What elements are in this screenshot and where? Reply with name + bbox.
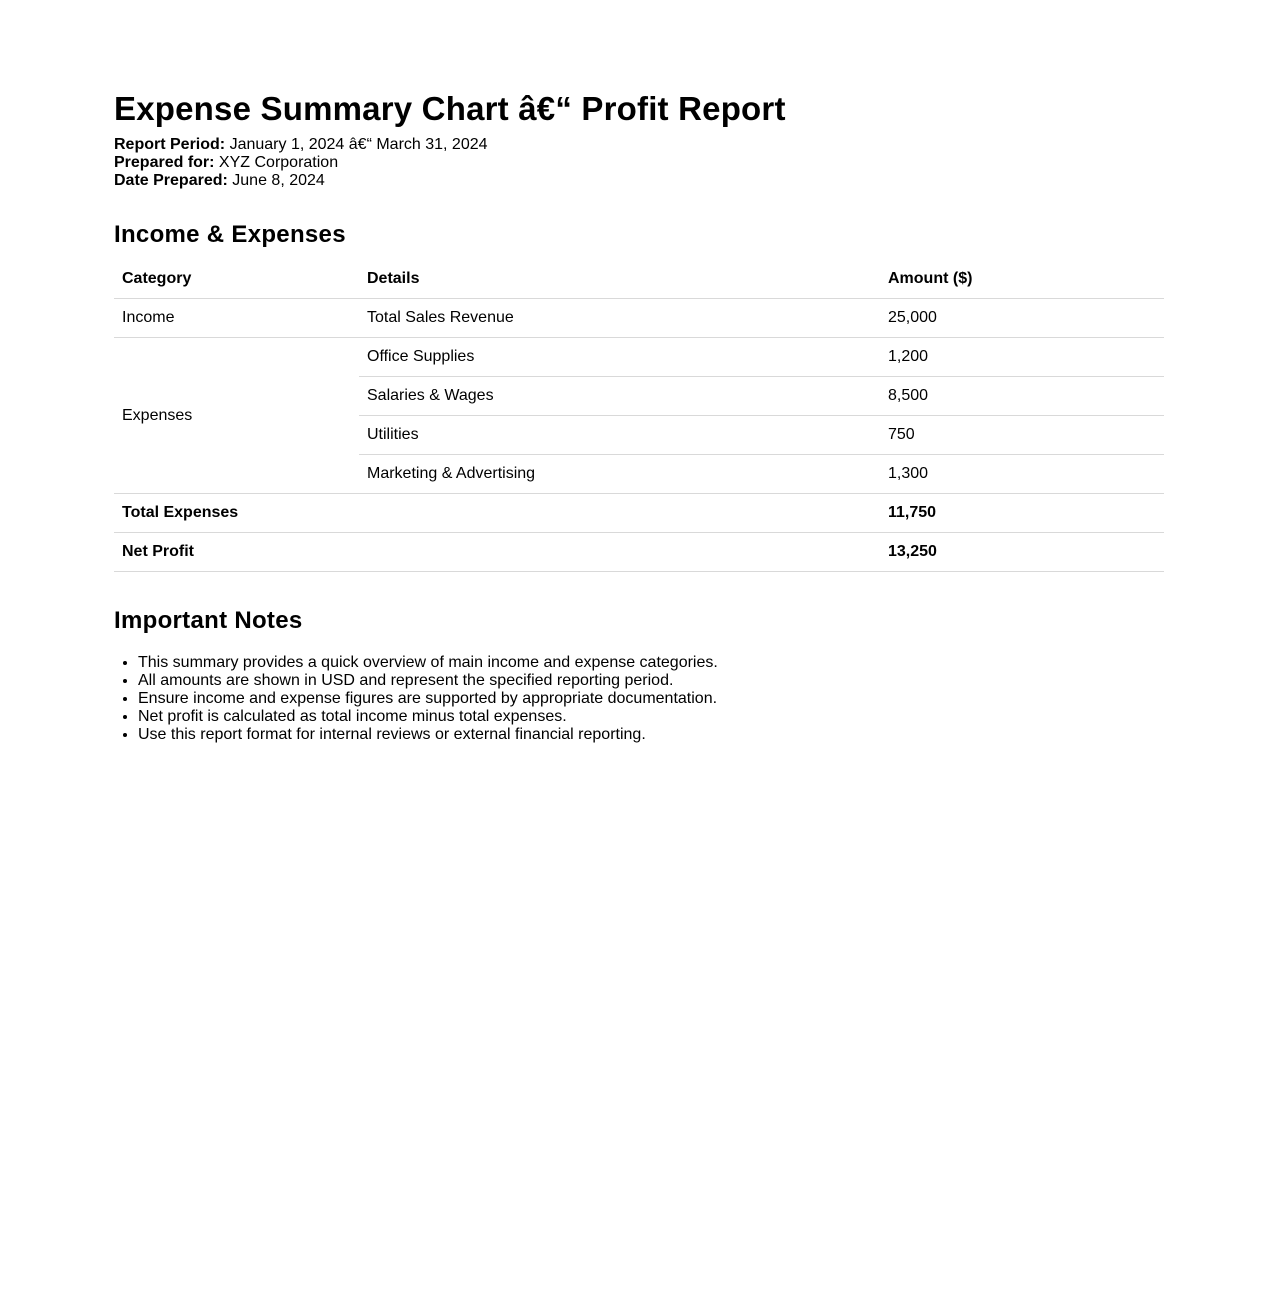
column-header-category: Category xyxy=(114,260,359,299)
cell-category-expenses: Expenses xyxy=(114,338,359,494)
cell-amount: 1,300 xyxy=(880,455,1164,494)
table-row-expense xyxy=(114,338,1164,377)
section-heading-notes: Important Notes xyxy=(114,607,303,634)
notes-list xyxy=(114,654,1164,744)
cell-amount: 750 xyxy=(880,416,1164,455)
column-header-details: Details xyxy=(359,260,880,299)
meta-date-prepared xyxy=(114,172,1164,190)
cell-detail: Marketing & Advertising xyxy=(359,455,880,494)
table-header-row xyxy=(114,260,1164,299)
list-item: • Use this report format for internal reviews or external financial reporting. xyxy=(138,726,1164,744)
cell-detail: Total Sales Revenue xyxy=(359,299,880,338)
meta-label: Report Period: xyxy=(114,136,226,153)
meta-label: Date Prepared: xyxy=(114,172,228,189)
table-row-income xyxy=(114,299,1164,338)
cell-total-expenses-label: Total Expenses xyxy=(114,494,880,533)
cell-net-profit-label: Net Profit xyxy=(114,533,880,572)
list-item: • Ensure income and expense figures are supported by appropriate documentation. xyxy=(138,690,1164,708)
meta-report-period xyxy=(114,136,1164,154)
cell-detail: Utilities xyxy=(359,416,880,455)
cell-amount: 1,200 xyxy=(880,338,1164,377)
cell-detail: Office Supplies xyxy=(359,338,880,377)
list-item: • All amounts are shown in USD and represent the specified reporting period. xyxy=(138,672,1164,690)
cell-total-expenses-amount: 11,750 xyxy=(880,494,1164,533)
meta-value: XYZ Corporation xyxy=(218,154,339,171)
column-header-amount: Amount ($) xyxy=(880,260,1164,299)
list-item: • This summary provides a quick overview of main income and expense categories. xyxy=(138,654,1164,672)
section-heading-income-expenses: Income & Expenses xyxy=(114,221,346,248)
list-item: • Net profit is calculated as total income minus total expenses. xyxy=(138,708,1164,726)
important-notes-section xyxy=(114,606,1164,744)
cell-category: Income xyxy=(114,299,359,338)
cell-amount: 25,000 xyxy=(880,299,1164,338)
income-expenses-section xyxy=(114,220,1164,572)
table-row-total-expenses xyxy=(114,494,1164,533)
table-row-net-profit xyxy=(114,533,1164,572)
income-expenses-table xyxy=(114,260,1164,572)
meta-value: January 1, 2024 â€“ March 31, 2024 xyxy=(229,136,488,153)
meta-label: Prepared for: xyxy=(114,154,215,171)
report-meta xyxy=(114,136,1164,190)
cell-detail: Salaries & Wages xyxy=(359,377,880,416)
page-title: Expense Summary Chart â€“ Profit Report xyxy=(114,90,786,127)
meta-prepared-for xyxy=(114,154,1164,172)
cell-net-profit-amount: 13,250 xyxy=(880,533,1164,572)
cell-amount: 8,500 xyxy=(880,377,1164,416)
meta-value: June 8, 2024 xyxy=(232,172,325,189)
